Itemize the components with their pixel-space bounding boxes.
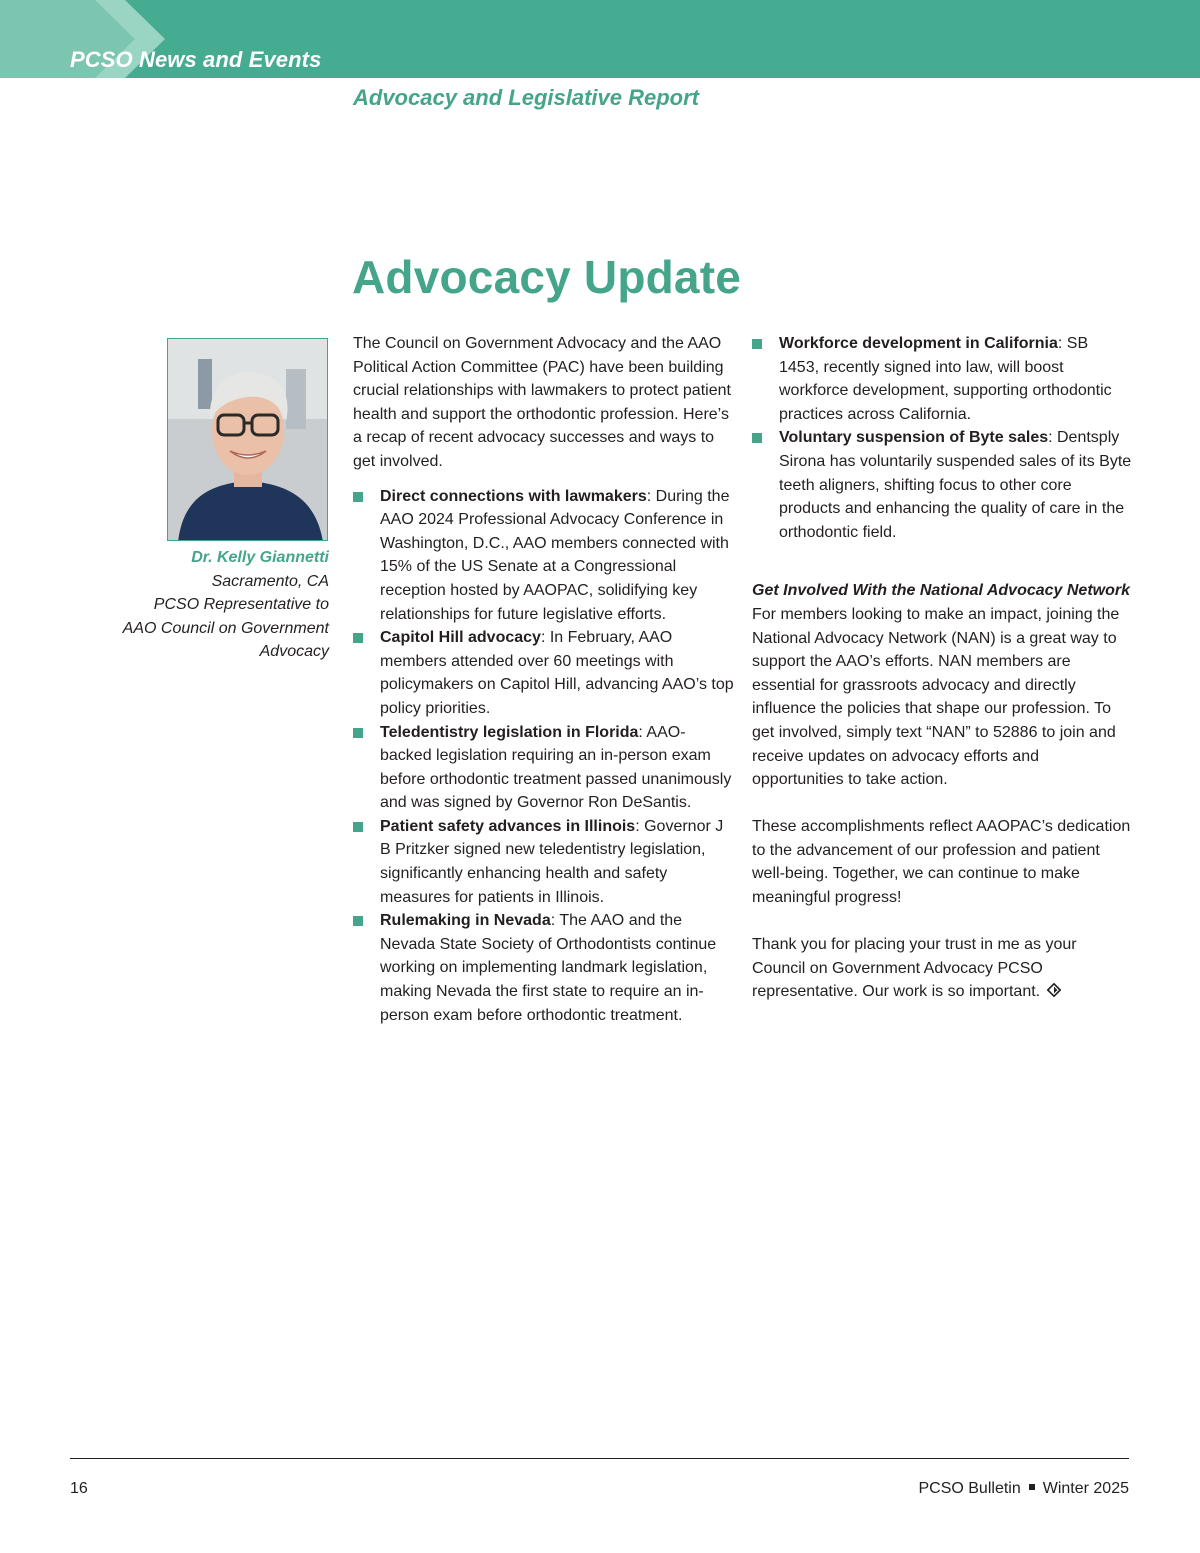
advocacy-list [353, 485, 735, 1028]
intro-paragraph: The Council on Government Advocacy and the AAO Political Action Committee (PAC) have been building crucial relationships with lawmakers to protect patient health and support the orthodontic profession. Here’s a recap of recent advocacy successes and ways to get involved. [353, 335, 731, 470]
list-item [752, 332, 1132, 426]
footer-publication [918, 1480, 1129, 1498]
separator-square-icon [1029, 1484, 1035, 1490]
list-item-text: : SB 1453, recently signed into law, will boost workforce development, supporting orthodontic practices across California. [779, 335, 1112, 423]
accomplishments-paragraph: These accomplishments reflect AAOPAC’s dedication to the advancement of our profession and patient well-being. Together, we can continue to make meaningful progress! [752, 818, 1131, 907]
author-role-line-3: Advocacy [259, 643, 329, 661]
list-item [353, 909, 735, 1027]
list-item-heading: Direct connections with lawmakers [380, 487, 647, 505]
list-item-heading: Capitol Hill advocacy [380, 629, 541, 647]
list-item [353, 485, 735, 627]
list-item [752, 426, 1132, 544]
list-item-heading: Voluntary suspension of Byte sales [779, 429, 1049, 447]
get-involved-paragraph: For members looking to make an impact, joining the National Advocacy Network (NAN) is a great way to support the AAO’s efforts. NAN members are essential for grassroots advocacy and directly influence the policies that shape our profession. To get involved, simply text “NAN” to 52886 to join and receive updates on advocacy efforts and opportunities to take action. [752, 605, 1120, 789]
list-item-text: : In February, AAO members attended over 60 meetings with policymakers on Capitol Hill, advancing AAO’s top policy priorities. [380, 629, 734, 717]
header-banner [0, 0, 1200, 78]
list-item-heading: Rulemaking in Nevada [380, 912, 551, 930]
publication-name: PCSO Bulletin [918, 1480, 1021, 1497]
issue-label: Winter 2025 [1042, 1480, 1129, 1497]
author-name: Dr. Kelly Giannetti [191, 549, 329, 566]
article-title: Advocacy Update [352, 251, 742, 303]
section-title: Advocacy and Legislative Report [353, 85, 699, 110]
get-involved-heading: Get Involved With the National Advocacy Network [752, 582, 1130, 600]
list-item [353, 721, 735, 815]
list-item-text: : Governor J B Pritzker signed new teledentistry legislation, significantly enhancing health and safety measures for patients in Illinois. [380, 817, 724, 906]
list-item-heading: Patient safety advances in Illinois [380, 817, 636, 835]
list-item-text: : AAO-backed legislation requiring an in-person exam before orthodontic treatment passed unanimously and was signed by Governor Ron DeSantis. [380, 723, 732, 812]
end-mark-icon [1047, 983, 1061, 997]
list-item-heading: Teledentistry legislation in Florida [380, 723, 639, 741]
column-left [353, 332, 735, 1027]
closing-paragraph [752, 933, 1132, 1004]
author-caption [99, 546, 329, 664]
author-photo [167, 338, 328, 541]
author-role-line-1: PCSO Representative to [153, 596, 329, 614]
author-role-line-2: AAO Council on Government [122, 619, 329, 637]
banner-title: PCSO News and Events [70, 47, 322, 72]
list-item-text: : Dentsply Sirona has voluntarily suspended sales of its Byte teeth aligners, shifting focus to other core products and enhancing the quality of care in the orthodontic field. [779, 429, 1132, 541]
column-right [752, 332, 1132, 1004]
list-item [353, 815, 735, 909]
list-item [353, 626, 735, 720]
list-item-text: : The AAO and the Nevada State Society of Orthodontists continue working on implementing landmark legislation, making Nevada the first state to require an in-person exam before orthodontic treatment. [380, 912, 717, 1024]
list-item-heading: Workforce development in California [779, 335, 1058, 352]
advocacy-list-continued [752, 332, 1132, 544]
footer-divider [70, 1458, 1129, 1459]
page-number: 16 [70, 1480, 88, 1497]
closing-text: Thank you for placing your trust in me as your Council on Government Advocacy PCSO representative. Our work is so important. [752, 936, 1077, 1001]
author-location: Sacramento, CA [211, 572, 329, 590]
list-item-text: : During the AAO 2024 Professional Advocacy Conference in Washington, D.C., AAO members connected with 15% of the US Senate at a Congressional reception hosted by AAOPAC, solidifying key relationships for future legislative efforts. [380, 487, 730, 623]
